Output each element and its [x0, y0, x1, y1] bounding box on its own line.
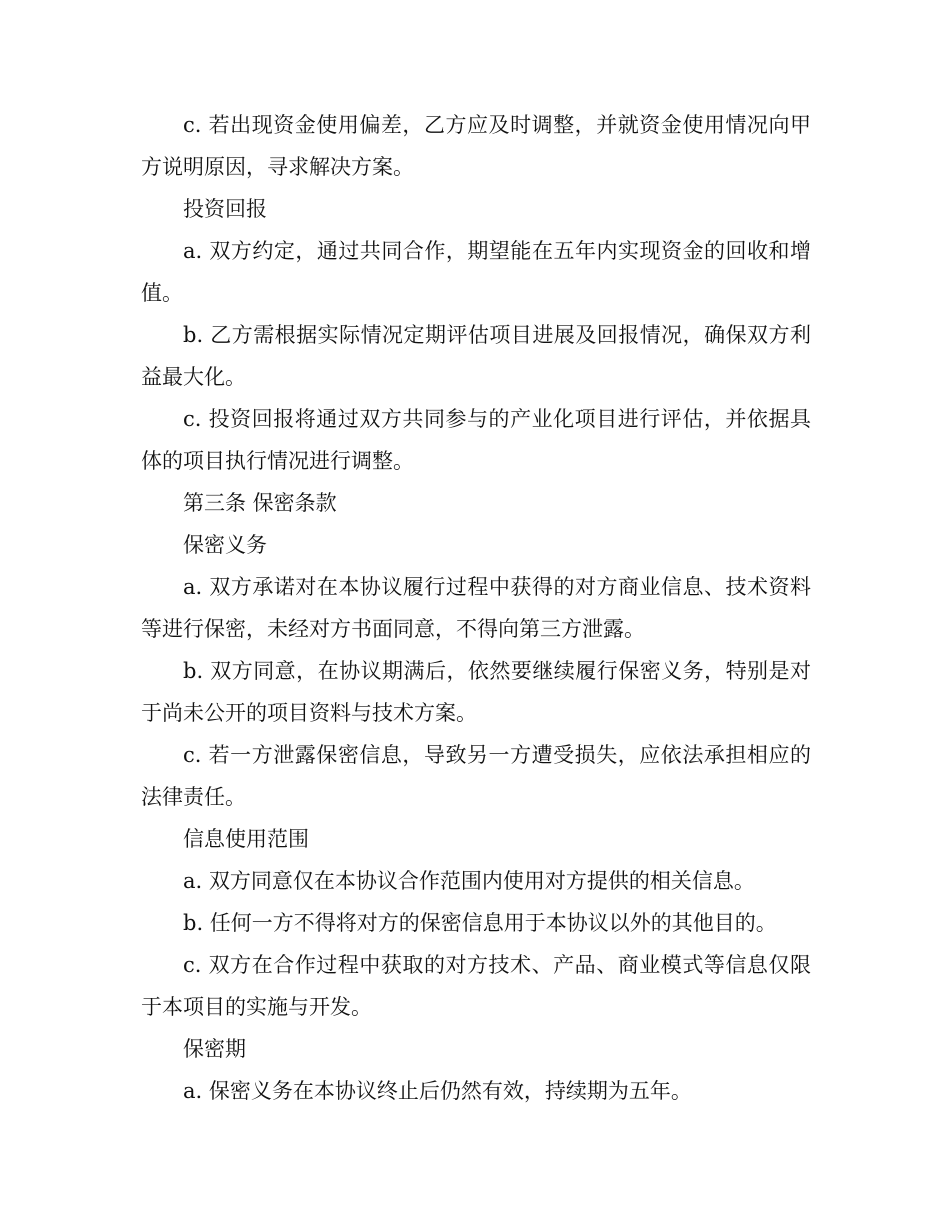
paragraph-obligation-c: c. 若一方泄露保密信息，导致另一方遭受损失，应依法承担相应的法律责任。 — [141, 743, 811, 809]
paragraph-obligation-b: b. 双方同意，在协议期满后，依然要继续履行保密义务，特别是对于尚未公开的项目资料与技术方案。 — [141, 659, 811, 725]
paragraph-return-b: b. 乙方需根据实际情况定期评估项目进展及回报情况，确保双方利益最大化。 — [141, 323, 811, 389]
paragraph-scope-c: c. 双方在合作过程中获取的对方技术、产品、商业模式等信息仅限于本项目的实施与开发。 — [141, 953, 811, 1019]
paragraph-return-c: c. 投资回报将通过双方共同参与的产业化项目进行评估，并依据具体的项目执行情况进行调整。 — [141, 407, 811, 473]
section-heading-investment-return: 投资回报 — [183, 197, 267, 221]
section-heading-confidentiality-obligation: 保密义务 — [183, 533, 267, 557]
article-heading-confidentiality: 第三条 保密条款 — [183, 491, 337, 515]
paragraph-fund-deviation: c. 若出现资金使用偏差，乙方应及时调整，并就资金使用情况向甲方说明原因，寻求解决方案。 — [141, 113, 811, 179]
paragraph-return-a: a. 双方约定，通过共同合作，期望能在五年内实现资金的回收和增值。 — [141, 239, 811, 305]
paragraph-obligation-a: a. 双方承诺对在本协议履行过程中获得的对方商业信息、技术资料等进行保密，未经对方书面同意，不得向第三方泄露。 — [141, 575, 811, 641]
paragraph-scope-b: b. 任何一方不得将对方的保密信息用于本协议以外的其他目的。 — [183, 911, 777, 935]
section-heading-confidentiality-period: 保密期 — [183, 1037, 246, 1061]
section-heading-info-use-scope: 信息使用范围 — [183, 827, 309, 851]
paragraph-scope-a: a. 双方同意仅在本协议合作范围内使用对方提供的相关信息。 — [183, 869, 755, 893]
document-body — [141, 104, 811, 1112]
paragraph-period-a: a. 保密义务在本协议终止后仍然有效，持续期为五年。 — [183, 1079, 692, 1103]
